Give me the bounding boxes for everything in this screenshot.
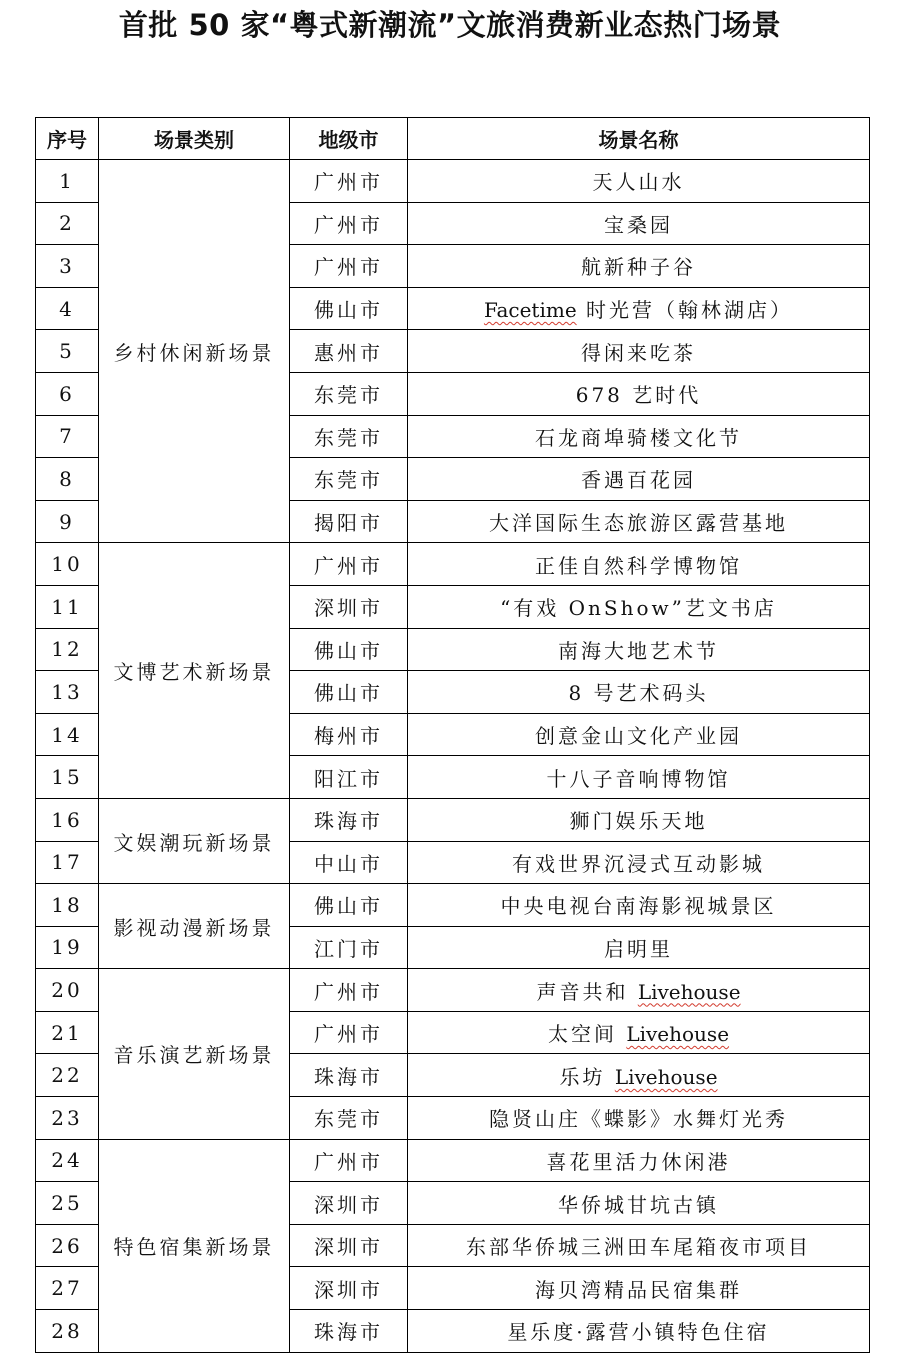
- table-row: [36, 969, 870, 1012]
- header-category: 场景类别: [99, 118, 290, 160]
- scene-name: 天人山水: [408, 160, 870, 203]
- scene-name: 喜花里活力休闲港: [408, 1139, 870, 1182]
- scene-name: 启明里: [408, 926, 870, 969]
- table-row: [36, 884, 870, 927]
- scene-category: 特色宿集新场景: [99, 1139, 290, 1352]
- table-row: [36, 1139, 870, 1182]
- scene-name-lead: 乐坊: [559, 1064, 615, 1089]
- row-number: 21: [36, 1011, 99, 1054]
- row-number: 25: [36, 1182, 99, 1225]
- city-name: 惠州市: [290, 330, 408, 373]
- row-number: 1: [36, 160, 99, 203]
- table-body: [36, 160, 870, 1353]
- scene-name: 中央电视台南海影视城景区: [408, 884, 870, 927]
- row-number: 4: [36, 287, 99, 330]
- scene-name: 十八子音响博物馆: [408, 756, 870, 799]
- city-name: 深圳市: [290, 1224, 408, 1267]
- scene-category: 音乐演艺新场景: [99, 969, 290, 1139]
- city-name: 广州市: [290, 1139, 408, 1182]
- row-number: 14: [36, 713, 99, 756]
- scene-category: 影视动漫新场景: [99, 884, 290, 969]
- row-number: 17: [36, 841, 99, 884]
- scene-name-lead: 声音共和: [536, 979, 638, 1004]
- row-number: 6: [36, 372, 99, 415]
- city-name: 中山市: [290, 841, 408, 884]
- scene-name-latin: Livehouse: [637, 979, 741, 1004]
- scene-name: 东部华侨城三洲田车尾箱夜市项目: [408, 1224, 870, 1267]
- scene-name: 星乐度·露营小镇特色住宿: [408, 1310, 870, 1353]
- row-number: 7: [36, 415, 99, 458]
- table-header-row: [36, 118, 870, 160]
- table-row: [36, 160, 870, 203]
- scene-name: 隐贤山庄《蝶影》水舞灯光秀: [408, 1097, 870, 1140]
- city-name: 珠海市: [290, 1054, 408, 1097]
- city-name: 深圳市: [290, 585, 408, 628]
- city-name: 东莞市: [290, 458, 408, 501]
- row-number: 26: [36, 1224, 99, 1267]
- city-name: 东莞市: [290, 372, 408, 415]
- page-title: 首批 50 家“粤式新潮流”文旅消费新业态热门场景: [118, 8, 782, 42]
- row-number: 11: [36, 585, 99, 628]
- city-name: 珠海市: [290, 798, 408, 841]
- scene-table: [35, 117, 870, 1353]
- row-number: 27: [36, 1267, 99, 1310]
- scene-name: 海贝湾精品民宿集群: [408, 1267, 870, 1310]
- table-row: [36, 543, 870, 586]
- scene-name: 创意金山文化产业园: [408, 713, 870, 756]
- row-number: 9: [36, 500, 99, 543]
- scene-name: 有戏世界沉浸式互动影城: [408, 841, 870, 884]
- row-number: 16: [36, 798, 99, 841]
- scene-name: 航新种子谷: [408, 245, 870, 288]
- header-number: 序号: [36, 118, 99, 160]
- scene-name: 南海大地艺术节: [408, 628, 870, 671]
- row-number: 28: [36, 1310, 99, 1353]
- row-number: 13: [36, 671, 99, 714]
- row-number: 3: [36, 245, 99, 288]
- city-name: 珠海市: [290, 1310, 408, 1353]
- city-name: 佛山市: [290, 884, 408, 927]
- scene-name: [408, 1054, 870, 1097]
- scene-name: [408, 287, 870, 330]
- city-name: 广州市: [290, 1011, 408, 1054]
- city-name: 江门市: [290, 926, 408, 969]
- scene-category: 文娱潮玩新场景: [99, 798, 290, 883]
- city-name: 广州市: [290, 245, 408, 288]
- header-scene-name: 场景名称: [408, 118, 870, 160]
- scene-name: “有戏 OnShow”艺文书店: [408, 585, 870, 628]
- row-number: 5: [36, 330, 99, 373]
- city-name: 梅州市: [290, 713, 408, 756]
- row-number: 2: [36, 202, 99, 245]
- city-name: 广州市: [290, 202, 408, 245]
- scene-name-rest: 时光营（翰林湖店）: [576, 298, 794, 323]
- row-number: 8: [36, 458, 99, 501]
- table-row: [36, 798, 870, 841]
- scene-name: 正佳自然科学博物馆: [408, 543, 870, 586]
- row-number: 24: [36, 1139, 99, 1182]
- scene-name: 678 艺时代: [408, 372, 870, 415]
- scene-name: 石龙商埠骑楼文化节: [408, 415, 870, 458]
- row-number: 20: [36, 969, 99, 1012]
- city-name: 广州市: [290, 969, 408, 1012]
- city-name: 广州市: [290, 543, 408, 586]
- row-number: 19: [36, 926, 99, 969]
- scene-name: 8 号艺术码头: [408, 671, 870, 714]
- city-name: 阳江市: [290, 756, 408, 799]
- city-name: 东莞市: [290, 1097, 408, 1140]
- scene-name: 香遇百花园: [408, 458, 870, 501]
- header-city: 地级市: [290, 118, 408, 160]
- scene-category: 乡村休闲新场景: [99, 160, 290, 543]
- scene-name: 狮门娱乐天地: [408, 798, 870, 841]
- scene-name: [408, 1011, 870, 1054]
- scene-name: 宝桑园: [408, 202, 870, 245]
- scene-name: 得闲来吃茶: [408, 330, 870, 373]
- scene-name: 华侨城甘坑古镇: [408, 1182, 870, 1225]
- row-number: 10: [36, 543, 99, 586]
- city-name: 广州市: [290, 160, 408, 203]
- row-number: 12: [36, 628, 99, 671]
- scene-category: 文博艺术新场景: [99, 543, 290, 799]
- row-number: 18: [36, 884, 99, 927]
- scene-name-latin: Livehouse: [626, 1022, 730, 1047]
- scene-name-latin: Livehouse: [614, 1064, 718, 1089]
- row-number: 23: [36, 1097, 99, 1140]
- scene-name: 大洋国际生态旅游区露营基地: [408, 500, 870, 543]
- scene-name: [408, 969, 870, 1012]
- city-name: 东莞市: [290, 415, 408, 458]
- city-name: 深圳市: [290, 1182, 408, 1225]
- city-name: 佛山市: [290, 671, 408, 714]
- city-name: 揭阳市: [290, 500, 408, 543]
- scene-name-lead: 太空间: [547, 1022, 627, 1047]
- row-number: 22: [36, 1054, 99, 1097]
- scene-name-latin: Facetime: [483, 298, 577, 323]
- city-name: 深圳市: [290, 1267, 408, 1310]
- row-number: 15: [36, 756, 99, 799]
- city-name: 佛山市: [290, 628, 408, 671]
- city-name: 佛山市: [290, 287, 408, 330]
